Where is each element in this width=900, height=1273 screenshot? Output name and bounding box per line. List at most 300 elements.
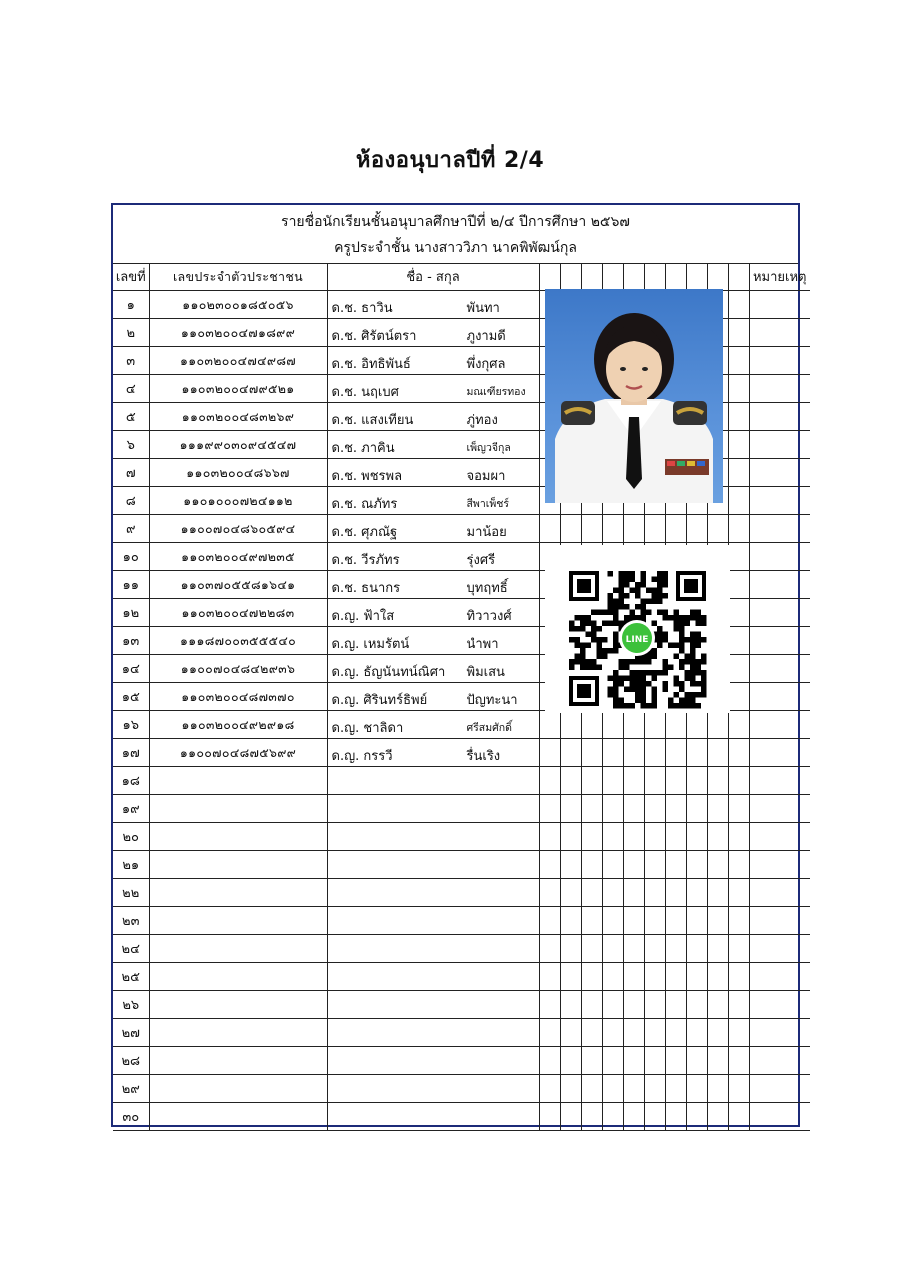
student-name (327, 823, 539, 851)
citizen-id (149, 767, 327, 795)
blank-cell (623, 823, 644, 851)
blank-cell (560, 1103, 581, 1131)
blank-cell (728, 599, 749, 627)
last-name: ศรีสมศักดิ์ (466, 722, 512, 734)
roster-title: รายชื่อนักเรียนชั้นอนุบาลศึกษาปีที่ ๒/๔ ปีการศึกษา ๒๕๖๗ (281, 214, 630, 230)
remark-cell (749, 403, 810, 431)
student-name (327, 1075, 539, 1103)
blank-cell (665, 795, 686, 823)
student-name (327, 515, 539, 543)
blank-cell (560, 1047, 581, 1075)
student-name (327, 403, 539, 431)
blank-cell (728, 319, 749, 347)
table-row (113, 907, 810, 935)
blank-cell (644, 879, 665, 907)
citizen-id: ๑๑๐๓๒๐๐๔๙๗๒๓๕ (149, 543, 327, 571)
blank-cell (665, 739, 686, 767)
blank-cell (539, 1103, 560, 1131)
blank-cell (728, 851, 749, 879)
student-name (327, 739, 539, 767)
first-name: ด.ญ. ชาลิดา (331, 721, 404, 736)
first-name: ด.ช. นฤเบศ (331, 385, 399, 400)
blank-cell (728, 795, 749, 823)
citizen-id: ๑๑๐๒๓๐๐๑๘๕๐๕๖ (149, 291, 327, 319)
blank-cell (707, 851, 728, 879)
blank-cell (728, 403, 749, 431)
blank-cell (665, 1103, 686, 1131)
blank-cell (665, 991, 686, 1019)
blank-cell (644, 515, 665, 543)
remark-cell (749, 1047, 810, 1075)
blank-cell (602, 907, 623, 935)
blank-cell (539, 823, 560, 851)
citizen-id: ๑๑๐๓๒๐๐๔๘๓๒๖๙ (149, 403, 327, 431)
citizen-id: ๑๑๐๓๒๐๐๔๗๙๕๒๑ (149, 375, 327, 403)
blank-cell (623, 851, 644, 879)
blank-cell (581, 795, 602, 823)
student-name (327, 991, 539, 1019)
table-row (113, 851, 810, 879)
blank-cell (623, 991, 644, 1019)
blank-col-header (539, 263, 560, 291)
blank-cell (581, 935, 602, 963)
blank-cell (728, 543, 749, 571)
remark-cell (749, 487, 810, 515)
blank-cell (728, 459, 749, 487)
remark-cell (749, 431, 810, 459)
blank-cell (602, 991, 623, 1019)
blank-cell (728, 431, 749, 459)
blank-cell (665, 935, 686, 963)
row-number: ๑๙ (113, 795, 149, 823)
blank-cell (728, 935, 749, 963)
remark-cell (749, 515, 810, 543)
blank-cell (560, 935, 581, 963)
blank-cell (602, 879, 623, 907)
last-name: นำพา (466, 637, 499, 652)
row-number: ๑ (113, 291, 149, 319)
blank-cell (665, 963, 686, 991)
remark-cell (749, 1103, 810, 1131)
citizen-id (149, 1047, 327, 1075)
blank-cell (686, 851, 707, 879)
blank-cell (539, 1075, 560, 1103)
row-number: ๑๔ (113, 655, 149, 683)
table-row (113, 739, 810, 767)
blank-cell (623, 1075, 644, 1103)
blank-cell (686, 795, 707, 823)
first-name: ด.ช. แสงเทียน (331, 413, 414, 428)
blank-cell (581, 1103, 602, 1131)
remark-cell (749, 319, 810, 347)
blank-cell (728, 655, 749, 683)
citizen-id: ๑๑๐๐๗๐๔๘๔๒๙๓๖ (149, 655, 327, 683)
first-name: ด.ช. ภาคิน (331, 441, 395, 456)
blank-cell (539, 935, 560, 963)
blank-cell (644, 767, 665, 795)
blank-cell (707, 907, 728, 935)
blank-cell (665, 1047, 686, 1075)
blank-cell (560, 739, 581, 767)
first-name: ด.ช. ศุภณัฐ (331, 525, 398, 540)
teacher-photo (545, 289, 723, 503)
blank-cell (686, 991, 707, 1019)
remark-cell (749, 711, 810, 739)
remark-cell (749, 739, 810, 767)
blank-cell (560, 823, 581, 851)
blank-cell (602, 851, 623, 879)
first-name: ด.ญ. เหมรัตน์ (331, 637, 410, 652)
blank-cell (560, 767, 581, 795)
blank-cell (602, 515, 623, 543)
citizen-id: ๑๑๐๓๒๐๐๔๗๒๒๘๓ (149, 599, 327, 627)
table-row (113, 515, 810, 543)
row-number: ๒๔ (113, 935, 149, 963)
student-name (327, 935, 539, 963)
row-number: ๔ (113, 375, 149, 403)
blank-cell (623, 963, 644, 991)
student-name (327, 627, 539, 655)
blank-cell (539, 851, 560, 879)
student-name (327, 487, 539, 515)
student-name (327, 1019, 539, 1047)
table-row (113, 1075, 810, 1103)
blank-cell (707, 935, 728, 963)
table-row (113, 711, 810, 739)
row-number: ๒๖ (113, 991, 149, 1019)
blank-cell (623, 767, 644, 795)
row-number: ๒๕ (113, 963, 149, 991)
blank-cell (644, 1019, 665, 1047)
table-row (113, 1019, 810, 1047)
blank-cell (686, 963, 707, 991)
blank-cell (539, 1019, 560, 1047)
last-name: พึ่งกุศล (466, 357, 506, 372)
blank-cell (707, 1047, 728, 1075)
blank-cell (686, 1019, 707, 1047)
student-name (327, 683, 539, 711)
citizen-id (149, 1019, 327, 1047)
homeroom-teacher: ครูประจำชั้น นางสาววิภา นาคพิพัฒน์กุล (334, 240, 577, 256)
blank-cell (728, 291, 749, 319)
blank-cell (644, 907, 665, 935)
blank-cell (665, 1075, 686, 1103)
blank-cell (581, 991, 602, 1019)
blank-col-header (665, 263, 686, 291)
blank-cell (623, 1047, 644, 1075)
row-number: ๑๑ (113, 571, 149, 599)
remark-cell (749, 991, 810, 1019)
remark-cell (749, 767, 810, 795)
table-row (113, 823, 810, 851)
remark-cell (749, 571, 810, 599)
blank-cell (686, 823, 707, 851)
blank-cell (581, 1075, 602, 1103)
blank-cell (686, 879, 707, 907)
blank-cell (539, 767, 560, 795)
row-number: ๒๘ (113, 1047, 149, 1075)
blank-cell (560, 1019, 581, 1047)
student-name (327, 291, 539, 319)
blank-cell (602, 1075, 623, 1103)
last-name: บุทฤทธิ์ (466, 581, 508, 596)
table-row (113, 963, 810, 991)
student-name (327, 1047, 539, 1075)
student-name (327, 795, 539, 823)
table-row (113, 935, 810, 963)
blank-cell (686, 739, 707, 767)
blank-cell (707, 1103, 728, 1131)
first-name: ด.ช. วีรภัทร (331, 553, 400, 568)
blank-cell (728, 1103, 749, 1131)
blank-cell (686, 935, 707, 963)
blank-cell (728, 375, 749, 403)
remark-cell (749, 599, 810, 627)
roster-sheet (111, 203, 807, 1127)
blank-cell (728, 879, 749, 907)
remark-cell (749, 291, 810, 319)
row-number: ๖ (113, 431, 149, 459)
citizen-id (149, 851, 327, 879)
last-name: ภูงามดี (466, 329, 506, 344)
roster-header (113, 205, 798, 264)
blank-cell (728, 1075, 749, 1103)
blank-cell (707, 767, 728, 795)
blank-cell (728, 347, 749, 375)
first-name: ด.ช. ณภัทร (331, 497, 398, 512)
blank-cell (644, 739, 665, 767)
row-number: ๕ (113, 403, 149, 431)
first-name: ด.ญ. ศิรินทร์ธิพย์ (331, 693, 428, 708)
citizen-id: ๑๑๐๓๒๐๐๔๗๔๙๘๗ (149, 347, 327, 375)
blank-cell (728, 627, 749, 655)
citizen-id (149, 1075, 327, 1103)
blank-cell (623, 711, 644, 739)
blank-cell (665, 1019, 686, 1047)
blank-cell (581, 739, 602, 767)
blank-cell (665, 823, 686, 851)
blank-cell (728, 963, 749, 991)
row-number: ๑๘ (113, 767, 149, 795)
column-id-header: เลขประจำตัวประชาชน (149, 263, 327, 291)
blank-cell (644, 991, 665, 1019)
blank-cell (539, 795, 560, 823)
remark-cell (749, 1019, 810, 1047)
blank-cell (665, 851, 686, 879)
student-name (327, 879, 539, 907)
row-number: ๒๙ (113, 1075, 149, 1103)
last-name: จอมผา (466, 469, 506, 484)
table-row (113, 795, 810, 823)
table-row (113, 991, 810, 1019)
blank-cell (728, 571, 749, 599)
blank-cell (623, 907, 644, 935)
blank-cell (644, 795, 665, 823)
blank-cell (728, 823, 749, 851)
citizen-id: ๑๑๐๓๒๐๐๔๙๒๙๑๘ (149, 711, 327, 739)
remark-cell (749, 627, 810, 655)
blank-cell (623, 795, 644, 823)
student-name (327, 375, 539, 403)
blank-cell (665, 515, 686, 543)
blank-cell (539, 907, 560, 935)
student-name (327, 319, 539, 347)
row-number: ๑๕ (113, 683, 149, 711)
blank-cell (728, 711, 749, 739)
row-number: ๗ (113, 459, 149, 487)
qr-finder-top-right (676, 571, 706, 601)
first-name: ด.ช. ธาวิน (331, 301, 393, 316)
blank-col-header (707, 263, 728, 291)
remark-cell (749, 655, 810, 683)
blank-cell (560, 1075, 581, 1103)
row-number: ๒๓ (113, 907, 149, 935)
student-name (327, 655, 539, 683)
column-remark-header: หมายเหตุ (749, 263, 810, 291)
last-name: มาน้อย (466, 525, 507, 540)
blank-cell (707, 739, 728, 767)
remark-cell (749, 459, 810, 487)
last-name: พันทา (466, 301, 500, 316)
qr-finder-top-left (569, 571, 599, 601)
row-number: ๑๓ (113, 627, 149, 655)
remark-cell (749, 851, 810, 879)
remark-cell (749, 935, 810, 963)
remark-cell (749, 823, 810, 851)
blank-cell (665, 907, 686, 935)
blank-cell (560, 991, 581, 1019)
blank-cell (539, 1047, 560, 1075)
column-no-header: เลขที่ (113, 263, 149, 291)
blank-cell (728, 515, 749, 543)
last-name: รื่นเริง (466, 749, 501, 764)
remark-cell (749, 543, 810, 571)
student-name (327, 347, 539, 375)
blank-cell (581, 879, 602, 907)
blank-cell (581, 907, 602, 935)
blank-cell (728, 683, 749, 711)
remark-cell (749, 683, 810, 711)
blank-cell (623, 935, 644, 963)
blank-cell (602, 795, 623, 823)
blank-cell (644, 1103, 665, 1131)
blank-cell (728, 1019, 749, 1047)
citizen-id: ๑๑๑๙๙๐๓๐๙๔๕๔๗ (149, 431, 327, 459)
row-number: ๙ (113, 515, 149, 543)
blank-cell (560, 851, 581, 879)
remark-cell (749, 907, 810, 935)
first-name: ด.ช. ศิรัตน์ตรา (331, 329, 417, 344)
blank-cell (707, 795, 728, 823)
first-name: ด.ช. ธนากร (331, 581, 401, 596)
blank-col-header (581, 263, 602, 291)
blank-cell (560, 711, 581, 739)
first-name: ด.ช. อิทธิพันธ์ (331, 357, 411, 372)
blank-cell (644, 963, 665, 991)
row-number: ๓ (113, 347, 149, 375)
citizen-id (149, 907, 327, 935)
citizen-id: ๑๑๐๐๗๐๔๘๖๐๕๙๔ (149, 515, 327, 543)
row-number: ๒๑ (113, 851, 149, 879)
column-name-header: ชื่อ - สกุล (327, 263, 539, 291)
blank-cell (539, 963, 560, 991)
blank-cell (539, 515, 560, 543)
blank-cell (644, 711, 665, 739)
blank-cell (581, 963, 602, 991)
citizen-id: ๑๑๐๐๗๐๔๘๗๕๖๙๙ (149, 739, 327, 767)
blank-cell (707, 963, 728, 991)
citizen-id: ๑๑๐๓๒๐๐๔๘๖๖๗ (149, 459, 327, 487)
blank-cell (560, 907, 581, 935)
blank-cell (623, 739, 644, 767)
remark-cell (749, 347, 810, 375)
blank-cell (665, 767, 686, 795)
blank-cell (686, 1075, 707, 1103)
last-name: เพ็ญวจีกุล (466, 442, 511, 454)
table-header-row (113, 263, 810, 291)
qr-code-icon (545, 545, 730, 713)
row-number: ๒๒ (113, 879, 149, 907)
citizen-id (149, 991, 327, 1019)
blank-cell (707, 711, 728, 739)
row-number: ๒๐ (113, 823, 149, 851)
remark-cell (749, 375, 810, 403)
citizen-id: ๑๑๐๓๒๐๐๔๗๑๘๙๙ (149, 319, 327, 347)
blank-cell (707, 879, 728, 907)
blank-cell (602, 1047, 623, 1075)
citizen-id (149, 935, 327, 963)
student-name (327, 963, 539, 991)
blank-cell (581, 823, 602, 851)
blank-cell (686, 515, 707, 543)
blank-cell (728, 487, 749, 515)
blank-cell (581, 767, 602, 795)
last-name: พิมเสน (466, 665, 505, 680)
line-qr-code[interactable] (545, 545, 730, 713)
student-name (327, 907, 539, 935)
table-row (113, 1047, 810, 1075)
blank-cell (644, 823, 665, 851)
blank-cell (581, 711, 602, 739)
blank-col-header (623, 263, 644, 291)
blank-cell (581, 1047, 602, 1075)
blank-cell (686, 767, 707, 795)
student-name (327, 571, 539, 599)
row-number: ๓๐ (113, 1103, 149, 1131)
row-number: ๑๐ (113, 543, 149, 571)
blank-cell (707, 1075, 728, 1103)
blank-cell (581, 515, 602, 543)
first-name: ด.ญ. กรรวี (331, 749, 393, 764)
blank-cell (644, 851, 665, 879)
last-name: ทิวาวงศ์ (466, 609, 512, 624)
blank-cell (644, 1047, 665, 1075)
blank-cell (581, 851, 602, 879)
last-name: ภู่ทอง (466, 413, 498, 428)
first-name: ด.ญ. ฟ้าใส (331, 609, 395, 624)
blank-cell (623, 515, 644, 543)
citizen-id (149, 963, 327, 991)
citizen-id: ๑๑๐๓๒๐๐๔๘๗๓๗๐ (149, 683, 327, 711)
blank-cell (728, 907, 749, 935)
blank-cell (602, 963, 623, 991)
blank-cell (602, 935, 623, 963)
blank-cell (707, 1019, 728, 1047)
blank-cell (665, 879, 686, 907)
blank-cell (539, 711, 560, 739)
last-name: ปัญทะนา (466, 693, 518, 708)
table-row (113, 1103, 810, 1131)
